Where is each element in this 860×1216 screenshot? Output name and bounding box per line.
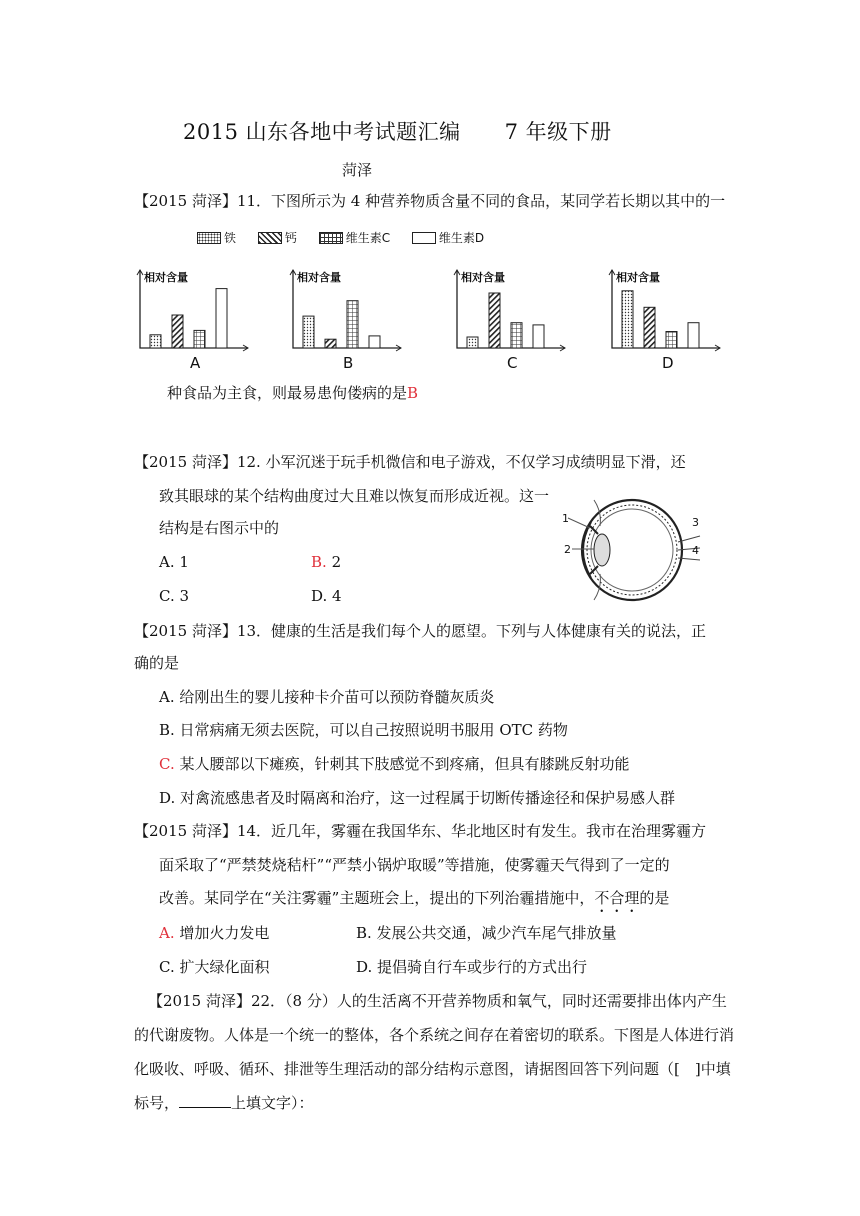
bar-calcium: [325, 339, 336, 348]
bar-iron: [622, 291, 633, 348]
q14-option-c: C. 扩大绿化面积: [159, 958, 270, 976]
chart-D: [609, 270, 720, 372]
q22-line2: 的代谢废物。人体是一个统一的整体，各个系统之间存在着密切的联系。下图是人体进行消: [134, 1026, 735, 1044]
fill-blank: [179, 1093, 231, 1108]
y-axis-label: 相对含量: [616, 271, 660, 284]
q11-answer: B: [407, 384, 419, 402]
bar-vitamin-d: [533, 325, 544, 348]
legend-item-vitamin-c: 维生素C: [319, 229, 390, 246]
q13-option-d: D. 对禽流感患者及时隔离和治疗，这一过程属于切断传播途径和保护易感人群: [159, 789, 676, 807]
legend-item-iron: 铁: [197, 229, 236, 246]
eye-lens: [594, 534, 610, 566]
y-axis-label: 相对含量: [297, 271, 341, 284]
legend-swatch-calcium: [258, 232, 282, 244]
bar-vitamin-d: [688, 323, 699, 348]
q12-line3: 结构是右图示中的: [159, 519, 280, 537]
legend-swatch-vitamin-d: [412, 232, 436, 244]
q14-option-a: A. 增加火力发电: [159, 924, 270, 942]
chart-legend: [197, 229, 502, 247]
q12-option-d: D. 4: [311, 587, 342, 605]
page-title: [183, 116, 612, 146]
eye-label-4: 4: [692, 544, 699, 557]
eye-label-3: 3: [692, 516, 699, 529]
y-axis-label: 相对含量: [461, 271, 505, 284]
eye-label-line-1: [568, 518, 590, 528]
q13-option-c: C. 某人腰部以下瘫痪，针刺其下肢感觉不到疼痛，但具有膝跳反射功能: [159, 755, 630, 773]
chart-C: [454, 270, 565, 372]
bar-iron: [303, 316, 314, 348]
eye-label-1: 1: [562, 512, 569, 525]
bar-vitamin-d: [216, 289, 227, 348]
legend-swatch-vitamin-c: [319, 232, 343, 244]
chart-title: B: [343, 354, 354, 372]
q14-option-b: B. 发展公共交通，减少汽车尾气排放量: [356, 924, 617, 942]
legend-item-calcium: 钙: [258, 229, 297, 246]
q12-option-b: B. 2: [311, 553, 342, 571]
eye-label-2: 2: [564, 543, 571, 556]
q14-line3: 改善。某同学在“关注雾霾”主题班会上，提出的下列治霾措施中，不合理的是: [159, 889, 670, 907]
title-right: 7 年级下册: [504, 120, 612, 144]
bar-calcium: [172, 315, 183, 348]
region-heading: 菏泽: [342, 161, 373, 179]
bar-iron: [150, 335, 161, 348]
eyeball-diagram: [560, 486, 710, 618]
chart-title: C: [507, 354, 518, 372]
q11-stem: 【2015 菏泽】11．下图所示为 4 种营养物质含量不同的食品，某同学若长期以其中的一: [134, 192, 726, 210]
legend-item-vitamin-d: 维生素D: [412, 229, 484, 246]
q14-line2: 面采取了“严禁焚烧秸杆”“严禁小锅炉取暖”等措施，使雾霾天气得到了一定的: [159, 856, 670, 874]
chart-title: D: [662, 354, 674, 372]
q11-continuation: 种食品为主食，则最易患佝偻病的是B: [167, 384, 419, 402]
q14-emphasis: 不合理: [594, 889, 640, 907]
q12-line2: 致其眼球的某个结构曲度过大且难以恢复而形成近视。这一: [159, 487, 550, 505]
q13-option-b: B. 日常病痛无须去医院，可以自己按照说明书服用 OTC 药物: [159, 721, 568, 739]
bar-vitamin-c: [194, 330, 205, 348]
bar-vitamin-c: [511, 323, 522, 348]
q13-option-a: A. 给刚出生的婴儿接种卡介苗可以预防脊髓灰质炎: [159, 688, 495, 706]
chart-B: [290, 270, 401, 372]
q13-line1: 【2015 菏泽】13．健康的生活是我们每个人的愿望。下列与人体健康有关的说法，正: [134, 622, 707, 640]
y-axis-label: 相对含量: [144, 271, 188, 284]
q14-option-d: D. 提倡骑自行车或步行的方式出行: [356, 958, 588, 976]
q12-option-c: C. 3: [159, 587, 190, 605]
title-left: 2015 山东各地中考试题汇编: [183, 120, 461, 144]
bar-iron: [467, 337, 478, 348]
bar-vitamin-d: [369, 336, 380, 348]
bar-vitamin-c: [666, 332, 677, 349]
q13-line2: 确的是: [134, 654, 180, 672]
legend-swatch-iron: [197, 232, 221, 244]
q22-line4: 标号， 上填文字）：: [134, 1094, 314, 1112]
q22-line1: 【2015 菏泽】22．（8 分）人的生活离不开营养物质和氧气，同时还需要排出体内产生: [148, 992, 727, 1010]
bar-calcium: [489, 293, 500, 348]
nutrient-bar-charts: [0, 260, 860, 375]
q12-line1: 【2015 菏泽】12. 小军沉迷于玩手机微信和电子游戏，不仅学习成绩明显下滑，还: [134, 453, 686, 471]
chart-title: A: [190, 354, 201, 372]
bar-vitamin-c: [347, 301, 358, 348]
q22-line3: 化吸收、呼吸、循环、排泄等生理活动的部分结构示意图，请据图回答下列问题（[ ]中填: [134, 1060, 731, 1078]
bar-calcium: [644, 307, 655, 348]
chart-A: [137, 270, 248, 372]
q14-line1: 【2015 菏泽】14．近几年，雾霾在我国华东、华北地区时有发生。我市在治理雾霾方: [134, 822, 707, 840]
q12-option-a: A. 1: [159, 553, 189, 571]
